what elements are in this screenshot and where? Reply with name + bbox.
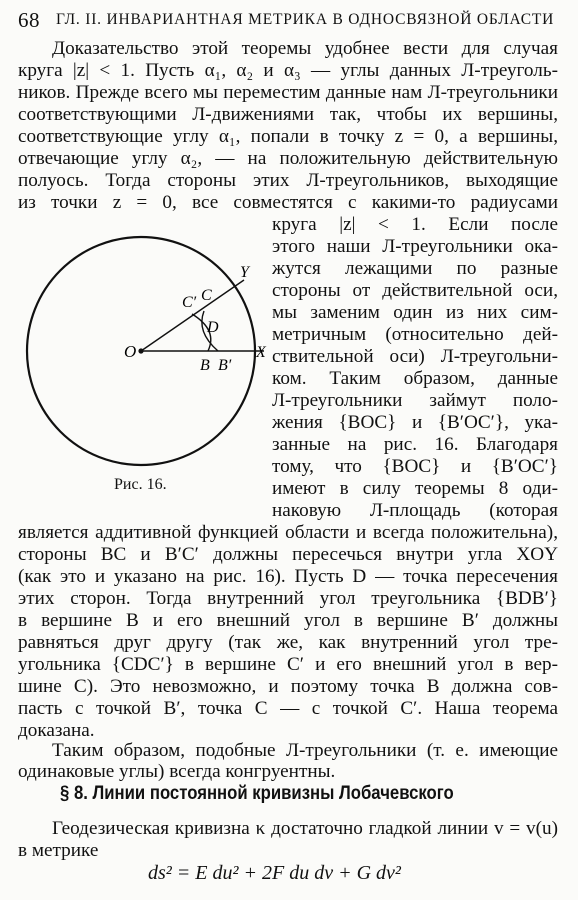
text-line: жутся лежащими по разные — [272, 258, 558, 279]
text-line: Таким образом, подобные Л-треугольники (т. е. имеющие — [52, 740, 558, 761]
text-line: в вершине B и его внешний угол в вершине B′ должны — [18, 610, 558, 631]
text-line: из точки z = 0, все совместятся с какими-то радиусами — [18, 192, 558, 213]
text-line: круга |z| < 1. Если после — [272, 214, 558, 235]
text-line: соответствующими Л-движениями так, чтобы их вершины, — [18, 104, 558, 125]
text-line: стороны от действительной оси, — [272, 280, 558, 301]
text-line: этого наши Л-треугольники ока- — [272, 236, 558, 257]
text-line: наковую Л-площадь (которая — [272, 500, 558, 521]
text-line: занные на рис. 16. Благодаря — [272, 434, 558, 455]
text-line: ствительной оси) Л-треугольни- — [272, 346, 558, 367]
page-number: 68 — [18, 8, 40, 32]
label-o: O — [124, 342, 137, 361]
text-line: равняться друг другу (так же, как внутренний угол тре- — [18, 632, 558, 653]
figure-16-diagram — [18, 232, 273, 497]
text-line: этих сторон. Тогда внутренний угол треугольника {BDB′} — [18, 588, 558, 609]
metric-formula: ds² = E du² + 2F du dv + G dv² — [148, 862, 401, 884]
text-line: жения {BOC} и {B′OC′}, ука- — [272, 412, 558, 433]
text-line: Доказательство этой теоремы удобнее вести для случая — [52, 38, 558, 59]
text-line: ком. Таким образом, данные — [272, 368, 558, 389]
text-line: является аддитивной функцией области и всегда положительна), — [18, 522, 558, 543]
text-line: полуось. Тогда стороны этих Л-треугольников, выходящие — [18, 170, 558, 191]
text-line: метричным (относительно дей- — [272, 324, 558, 345]
label-d: D — [207, 319, 219, 336]
text-line: круга |z| < 1. Пусть α₁, α₂ и α₃ — углы данных Л-треуголь- — [18, 60, 558, 81]
label-c: C — [201, 287, 212, 304]
text-line: имеют в силу теоремы 8 оди- — [272, 478, 558, 499]
label-x: X — [256, 344, 266, 361]
text-line: в метрике — [18, 840, 99, 861]
y-ray — [141, 280, 244, 351]
page-header — [18, 8, 558, 34]
text-line: Геодезическая кривизна κ достаточно гладкой линии v = v(u) — [52, 818, 558, 839]
text-line: угольника {CDC′} в вершине C′ и его внешний угол в вер- — [18, 654, 558, 675]
label-c-prime: C′ — [182, 294, 197, 311]
origin-point — [138, 348, 143, 353]
text-line: доказана. — [18, 720, 95, 741]
section-heading: § 8. Линии постоянной кривизны Лобачевского — [60, 783, 454, 804]
running-title: ГЛ. II. ИНВАРИАНТНАЯ МЕТРИКА В ОДНОСВЯЗНОЙ ОБЛАСТИ — [56, 11, 555, 28]
text-line: шине C). Это невозможно, и поэтому точка B должна сов- — [18, 676, 558, 697]
text-line: пасть с точкой B′, точка C — с точкой C′. Наша теорема — [18, 698, 558, 719]
text-line: одинаковые углы) всегда конгруентны. — [18, 761, 336, 782]
text-line: тому, что {BOC} и {B′OC′} — [272, 456, 558, 477]
text-line: отвечающие углу α₂, — на положительную действительную — [18, 148, 558, 169]
text-line: ников. Прежде всего мы переместим данные нам Л-треугольники — [18, 82, 558, 103]
text-line: (как это и указано на рис. 16). Пусть D — точка пересечения — [18, 566, 558, 587]
label-b: B — [200, 357, 210, 374]
text-line: мы заменим один из них сим- — [272, 302, 558, 323]
text-line: стороны BC и B′C′ должны пересечься внутри угла XOY — [18, 544, 558, 565]
figure-caption: Рис. 16. — [114, 476, 167, 493]
label-b-prime: B′ — [218, 357, 232, 374]
text-line: Л-треугольники займут поло- — [272, 390, 558, 411]
label-y: Y — [240, 264, 249, 281]
text-line: соответствующие углу α₁, попали в точку z = 0, а вершины, — [18, 126, 558, 147]
